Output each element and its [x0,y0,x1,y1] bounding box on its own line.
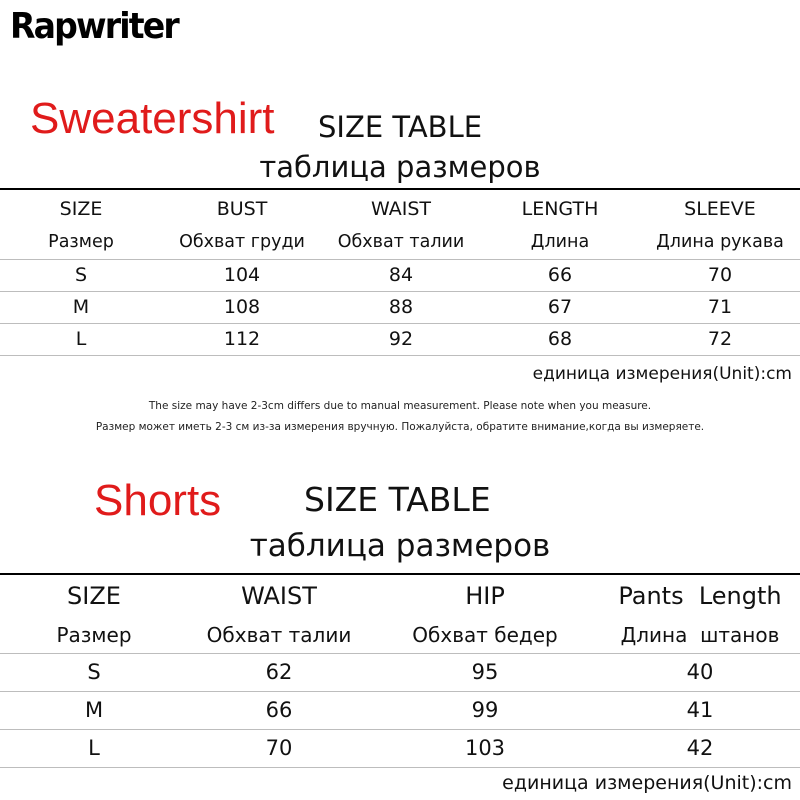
shorts-header-hip-ru: Обхват бедер [412,623,558,647]
sweatshirt-header-size: SIZE [59,198,103,220]
table-cell: M [84,698,104,722]
shorts-size-table-title: SIZE TABLE [304,480,491,519]
table-row [0,653,800,691]
sweatshirt-header-row [0,193,800,225]
table-cell: 92 [388,328,414,350]
sweatshirt-size-table-title: SIZE TABLE [318,110,483,144]
sweatshirt-header-sleeve-ru: Длина рукава [656,232,784,252]
table-cell: 70 [265,736,293,760]
sweatshirt-header-waist-ru: Обхват талии [337,232,465,252]
measurement-note-ru: Размер может иметь 2-3 см из-за измерения вручную. Пожалуйста, обратите внимание,когда вы измеряете. [95,421,705,433]
table-cell: 40 [686,660,714,684]
table-cell: 67 [547,296,573,318]
table-cell: 66 [265,698,293,722]
table-cell: 112 [223,328,261,350]
table-cell: 99 [471,698,499,722]
sweatshirt-unit-label: единица измерения(Unit):cm [532,364,792,384]
table-cell: L [88,736,100,760]
table-cell: 62 [265,660,293,684]
shorts-header-waist: WAIST [241,582,317,610]
table-cell: L [75,328,87,350]
table-cell: 103 [464,736,506,760]
shorts-header-pants-length-ru: Длина штанов [620,623,780,647]
table-cell: M [72,296,90,318]
sweatshirt-row-divider [0,355,800,356]
sweatshirt-section-title: Sweatershirt [30,94,275,143]
brand-logo: Rapwriter [10,6,178,47]
table-cell: 68 [547,328,573,350]
sweatshirt-header-bust: BUST [216,198,268,220]
shorts-header-row-ru [0,616,800,654]
table-row [0,691,800,729]
shorts-header-row [0,577,800,615]
shorts-unit-label: единица измерения(Unit):cm [502,772,792,794]
shorts-header-hip: HIP [465,582,505,610]
table-cell: 95 [471,660,499,684]
table-cell: 42 [686,736,714,760]
shorts-header-pants-length: Pants Length [618,582,782,610]
table-cell: 88 [388,296,414,318]
sweatshirt-header-bust-ru: Обхват груди [179,232,305,252]
table-cell: S [74,264,88,286]
sweatshirt-size-table-title-ru: таблица размеров [259,150,541,184]
table-cell: 84 [388,264,414,286]
shorts-header-size-ru: Размер [56,623,132,647]
shorts-header-waist-ru: Обхват талии [206,623,352,647]
sweatshirt-header-size-ru: Размер [48,232,114,252]
shorts-row-divider [0,767,800,768]
table-cell: 66 [547,264,573,286]
table-row [0,259,800,291]
sweatshirt-table-top-rule [0,188,800,190]
table-cell: 71 [707,296,733,318]
sweatshirt-header-sleeve: SLEEVE [684,198,756,220]
shorts-section-title: Shorts [94,476,222,525]
sweatshirt-header-waist: WAIST [370,198,431,220]
measurement-note-en: The size may have 2-3cm differs due to manual measurement. Please note when you measure. [148,400,652,412]
sweatshirt-header-length-ru: Длина [530,232,590,252]
table-cell: 41 [686,698,714,722]
table-row [0,323,800,355]
sweatshirt-header-length: LENGTH [521,198,599,220]
shorts-header-size: SIZE [67,582,121,610]
shorts-table-top-rule [0,573,800,575]
table-row [0,291,800,323]
table-cell: 72 [707,328,733,350]
table-cell: 108 [223,296,261,318]
table-row [0,729,800,767]
table-cell: S [87,660,101,684]
table-cell: 104 [223,264,261,286]
sweatshirt-header-row-ru [0,226,800,258]
table-cell: 70 [707,264,733,286]
shorts-size-table-title-ru: таблица размеров [249,528,551,564]
